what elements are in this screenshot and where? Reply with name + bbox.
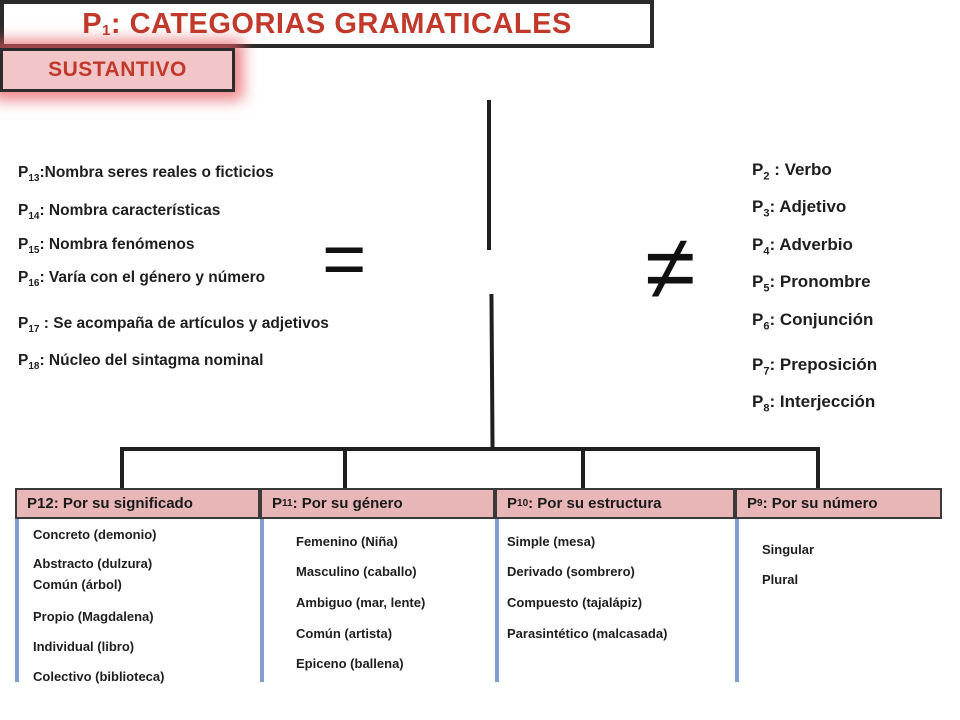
property-p15: $P_{15}$: Nombra fenómenos — [18, 236, 195, 257]
list-item: Parasintético (malcasada) — [507, 626, 668, 641]
list-item: Femenino (Niña) — [296, 534, 398, 549]
list-item: Ambiguo (mar, lente) — [296, 595, 426, 610]
list-item: Abstracto (dulzura) — [33, 556, 153, 571]
list-item: Individual (libro) — [33, 639, 135, 654]
branch-drop-2 — [343, 447, 347, 488]
classification-header-genero: P 11 : Por su género — [260, 488, 495, 519]
category-p2: $P_2$ : Verbo — [752, 160, 832, 183]
category-p6: $P_6$: Conjunción — [752, 310, 874, 333]
property-p13: $P_{13}:Nombra$ seres reales o ficticios — [18, 164, 274, 185]
title-box — [0, 0, 654, 48]
branch-drop-3 — [581, 447, 585, 488]
branch-drop-4 — [816, 447, 820, 488]
category-p4: $P_4$: Adverbio — [752, 235, 853, 258]
connector-title-to-center — [487, 100, 491, 250]
column-bar-significado — [15, 519, 19, 682]
page-title: $P_1$: CATEGORIAS GRAMATICALES — [82, 7, 572, 40]
list-item: Singular — [762, 542, 815, 557]
equals-symbol: = — [322, 217, 367, 302]
connector-center-to-branch — [489, 294, 494, 450]
category-p3: $P_3$: Adjetivo — [752, 197, 847, 220]
list-item: Común (artista) — [296, 626, 393, 641]
property-p17: $P_{17}$ : Se acompaña de artículos y adjetivos — [18, 315, 329, 336]
property-p18: $P_{18}$: Núcleo del sintagma nominal — [18, 352, 264, 373]
property-p16: $P_{16}$: Varía con el género y número — [18, 269, 266, 290]
branch-horizontal — [120, 447, 820, 451]
list-item: Compuesto (tajalápiz) — [507, 595, 643, 610]
column-bar-numero — [735, 519, 739, 682]
list-item: Colectivo (biblioteca) — [33, 669, 165, 684]
list-item: Masculino (caballo) — [296, 564, 417, 579]
list-item: Propio (Magdalena) — [33, 609, 154, 624]
column-bar-genero — [260, 519, 264, 682]
list-item: Común (árbol) — [33, 577, 122, 592]
category-p7: $P_7$: Preposición — [752, 355, 878, 378]
list-item: Derivado (sombrero) — [507, 564, 635, 579]
classification-header-estructura: P 10 : Por su estructura — [495, 488, 735, 519]
classification-header-numero: P 9 : Por su número — [735, 488, 942, 519]
center-concept-box — [0, 48, 235, 92]
list-item: Epiceno (ballena) — [296, 656, 404, 671]
category-p8: $P_8$: Interjección — [752, 392, 876, 415]
not-equals-symbol: ≠ — [645, 217, 696, 319]
list-item: Concreto (demonio) — [33, 527, 157, 542]
center-label: SUSTANTIVO — [48, 58, 187, 81]
column-bar-estructura — [495, 519, 499, 682]
list-item: Plural — [762, 572, 799, 587]
category-p5: $P_5$: Pronombre — [752, 272, 871, 295]
property-p14: $P_{14}$: Nombra características — [18, 202, 221, 223]
list-item: Simple (mesa) — [507, 534, 596, 549]
branch-drop-1 — [120, 447, 124, 488]
classification-header-significado: P12 : Por su significado — [15, 488, 260, 519]
